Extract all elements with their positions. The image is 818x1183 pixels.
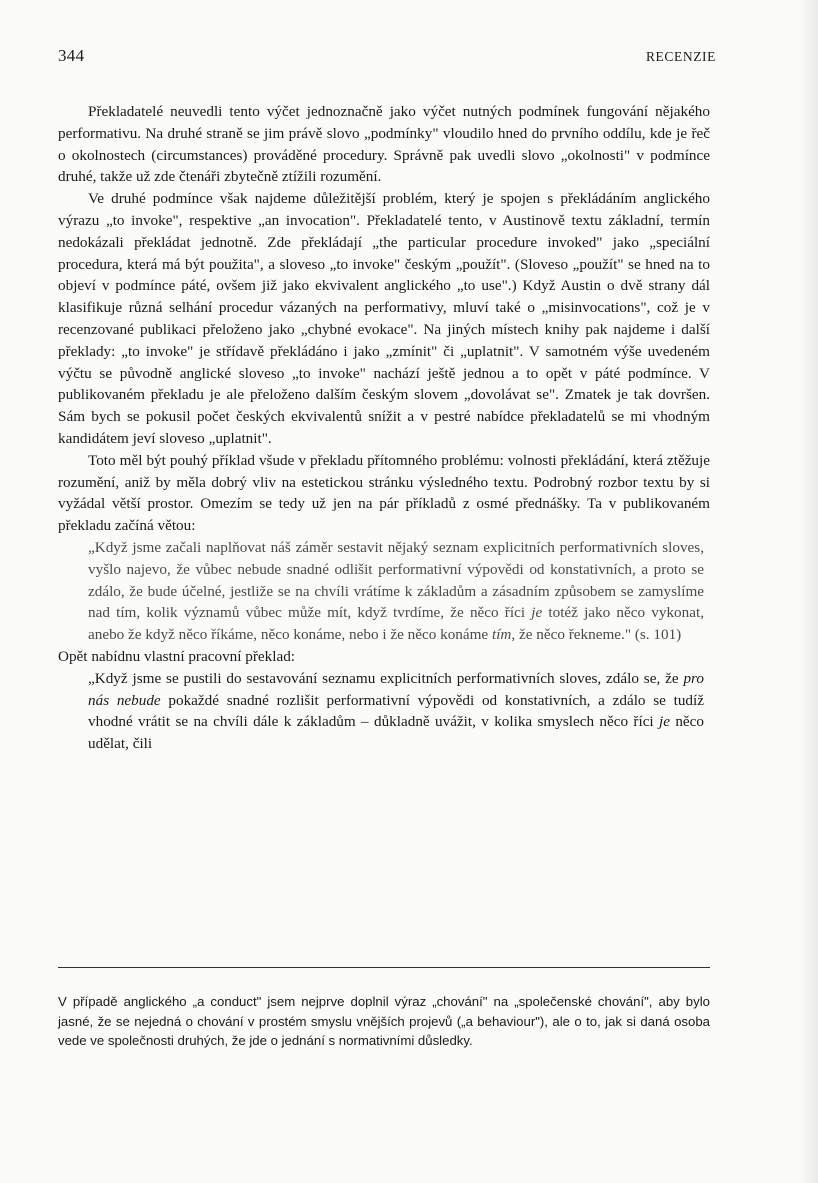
paragraph-2: Ve druhé podmínce však najdeme důležitější problém, který je spojen s překládáním anglického výrazu „to invoke", respektive „an invocation". Překladatelé tento, v Austinově textu základní, termín nedokázali překládat jednotně. Zde překládají „the particular procedure invoked" jako „speciální procedura, která má být použita", a sloveso „to invoke" českým „použít". (Sloveso „použít" se hned na to objeví v podmínce páté, ovšem již jako ekvivalent anglického „to use".) Když Austin o dvě strany dál klasifikuje různá selhání procedur vázaných na performativy, mluví také o „misinvocations", což je v recenzované publikaci přeloženo jako „chybné evokace". Na jiných místech knihy pak najdeme i další překlady: „to invoke" je střídavě překládáno i jako „zmínit" či „uplatnit". V samotném výše uvedeném výčtu se původně anglické sloveso „to invoke" nachází ještě jednou a to opět v páté podmínce. V publikovaném překladu je ale přeloženo dalším českým slovem „dovolávat se". Zmatek je tak dovršen. Sám bych se pokusil počet českých ekvivalentů snížit a v pestré nabídce překladatelů se mi vhodným kandidátem jeví sloveso „uplatnit". — [58, 190, 710, 447]
quote1-emphasis-1: je — [531, 604, 543, 622]
quote2-part-1: „Když jsme se pustili do sestavování seznamu explicitních performativních sloves, zdálo se, že — [88, 669, 684, 687]
quote1-part-1: „Když jsme začali naplňovat náš záměr sestavit nějaký seznam explicitních performativních sloves, vyšlo najevo, že vůbec nebude snadné odlišit performativní výpovědi od konstativních, a proto se zdálo, že bude účelné, jestliže se na chvíli vrátíme k základům a zásadním způsobem se zamyslíme nad tím, kolik významů vůbec může mít, když tvrdíme, že něco říci — [88, 538, 704, 622]
footnote: V případě anglického „a conduct" jsem nejprve doplnil výraz „chování" na „společenské chování", aby bylo jasné, že se nejedná o chování v prostém smyslu vnějších projevů („a behaviour"), ale o to, jak si daná osoba vede ve společnosti druhých, že jde o jednání s normativními důsledky. — [58, 994, 710, 1049]
quote1-part-2: totéž jako něco vykonat, anebo že když něco říkáme, něco konáme, nebo i že něco konáme — [88, 604, 704, 644]
running-head: RECENZIE — [645, 49, 716, 64]
footnote-divider — [58, 967, 710, 968]
quote2-part-2: pokaždé snadné rozlišit performativní výpovědi od konstativních, a zdálo se tudíž vhodné vrátit se na chvíli dále k základům – důkladně uvážit, v kolika smyslech něco říci — [88, 691, 704, 731]
block-quote-published-translation — [58, 537, 710, 646]
main-text — [58, 101, 710, 755]
block-quote-own-translation — [58, 668, 710, 755]
quote2-emphasis-1: pro nás nebude — [88, 669, 704, 709]
page-edge-shadow — [800, 0, 818, 1183]
quote1-part-3: , že něco řekneme." (s. 101) — [511, 626, 682, 644]
quote1-emphasis-2: tím — [491, 626, 512, 644]
lead-in-text: Opět nabídnu vlastní pracovní překlad: — [58, 647, 296, 665]
paragraph-1: Překladatelé neuvedli tento výčet jednoznačně jako výčet nutných podmínek fungování nějakého performativu. Na druhé straně se jim právě slovo „podmínky" vloudilo hned do prvního oddílu, kde je řeč o okolnostech (circumstances) prováděné procedury. Správně pak uvedli slovo „okolnosti" v podmínce druhé, takže už zde čtenáři zbytečně ztížili rozumění. — [58, 103, 710, 186]
page-number: 344 — [58, 46, 85, 65]
quote2-emphasis-2: je — [659, 713, 670, 731]
paragraph-3: Toto měl být pouhý příklad všude v překladu přítomného problému: volnosti překládání, která ztěžuje rozumění, aniž by měla dobrý vliv na estetickou stránku výsledného textu. Podrobný rozbor textu by si vyžádal větší prostor. Omezím se tedy už jen na pár příkladů z osmé přednášky. Ta v publikovaném překladu začíná větou: — [58, 451, 710, 535]
page-header — [58, 46, 716, 66]
quote2-part-3: něco udělat, čili — [88, 713, 705, 753]
